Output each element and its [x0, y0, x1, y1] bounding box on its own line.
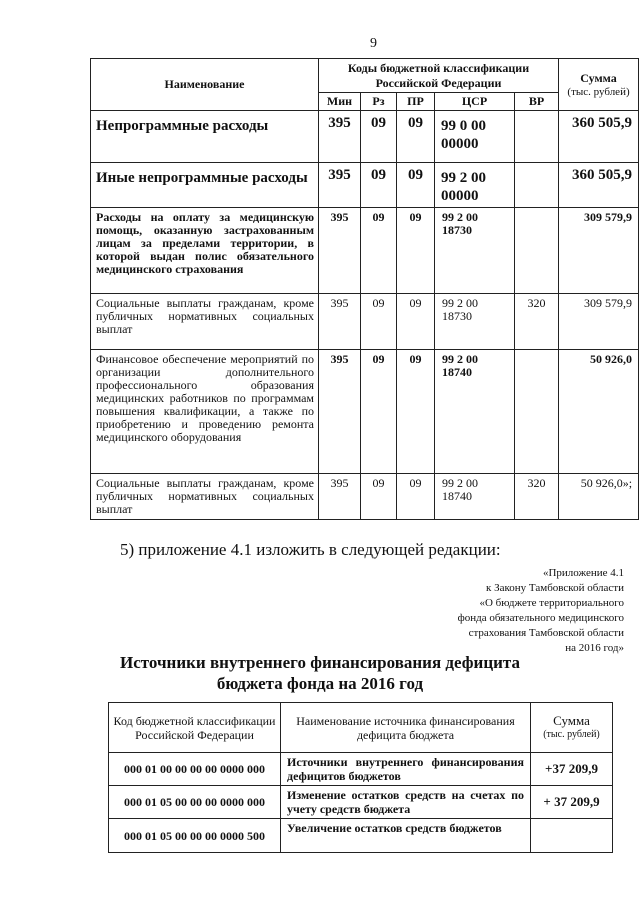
- appendix-reference: «Приложение 4.1 к Закону Тамбовской области «О бюджете территориального фонда обязательного медицинского страхования Тамбовской области на 2016 год»: [457, 567, 624, 654]
- expenses-table: [90, 58, 639, 520]
- sources-table: [108, 702, 613, 853]
- table-row: Иные непрограммные расходы 395 09 09 99 2 00 00000 360 505,9: [91, 163, 639, 208]
- header-source-name: Наименование источника финансирования дефицита бюджета: [281, 703, 531, 753]
- header-sum: Сумма (тыс. рублей): [559, 59, 639, 111]
- header-name: Наименование: [91, 59, 319, 111]
- amendment-paragraph: 5) приложение 4.1 изложить в следующей редакции:: [120, 540, 501, 559]
- header-min: Мин: [319, 93, 361, 111]
- header-sum: Сумма (тыс. рублей): [531, 703, 613, 753]
- page-number: 9: [370, 36, 377, 51]
- header-codes: Коды бюджетной классификации Российской Федерации: [319, 59, 559, 93]
- header-code: Код бюджетной классификации Российской Федерации: [109, 703, 281, 753]
- table-row: Социальные выплаты гражданам, кроме публичных нормативных социальных выплат 395 09 09 99 2 00 18740 320 50 926,0»;: [91, 474, 639, 520]
- table-row: 000 01 05 00 00 00 0000 500 Увеличение остатков средств бюджетов: [109, 819, 613, 853]
- table-row: Непрограммные расходы 395 09 09 99 0 00 00000 360 505,9: [91, 111, 639, 163]
- table-row: 000 01 05 00 00 00 0000 000 Изменение остатков средств на счетах по учету средств бюджета + 37 209,9: [109, 786, 613, 819]
- table-row: Расходы на оплату за медицинскую помощь, оказанную застрахованным лицам за пределами территории, в которой выдан полис обязательного медицинского страхования 395 09 09 99 2 00 18730 309 579,9: [91, 208, 639, 294]
- header-csr: ЦСР: [435, 93, 515, 111]
- header-rz: Рз: [361, 93, 397, 111]
- table-row: 000 01 00 00 00 00 0000 000 Источники внутреннего финансирования дефицитов бюджетов +37 209,9: [109, 753, 613, 786]
- table-row: Социальные выплаты гражданам, кроме публичных нормативных социальных выплат 395 09 09 99 2 00 18730 320 309 579,9: [91, 294, 639, 350]
- table-row: Финансовое обеспечение мероприятий по организации дополнительного профессионального образования медицинских работников по программам повышения квалификации, а также по приобретению и проведению ремонта медицинского оборудования 395 09 09 99 2 00 18740 50 926,0: [91, 350, 639, 474]
- header-pr: ПР: [397, 93, 435, 111]
- header-vr: ВР: [515, 93, 559, 111]
- section-title: Источники внутреннего финансирования дефицита бюджета фонда на 2016 год: [120, 653, 520, 693]
